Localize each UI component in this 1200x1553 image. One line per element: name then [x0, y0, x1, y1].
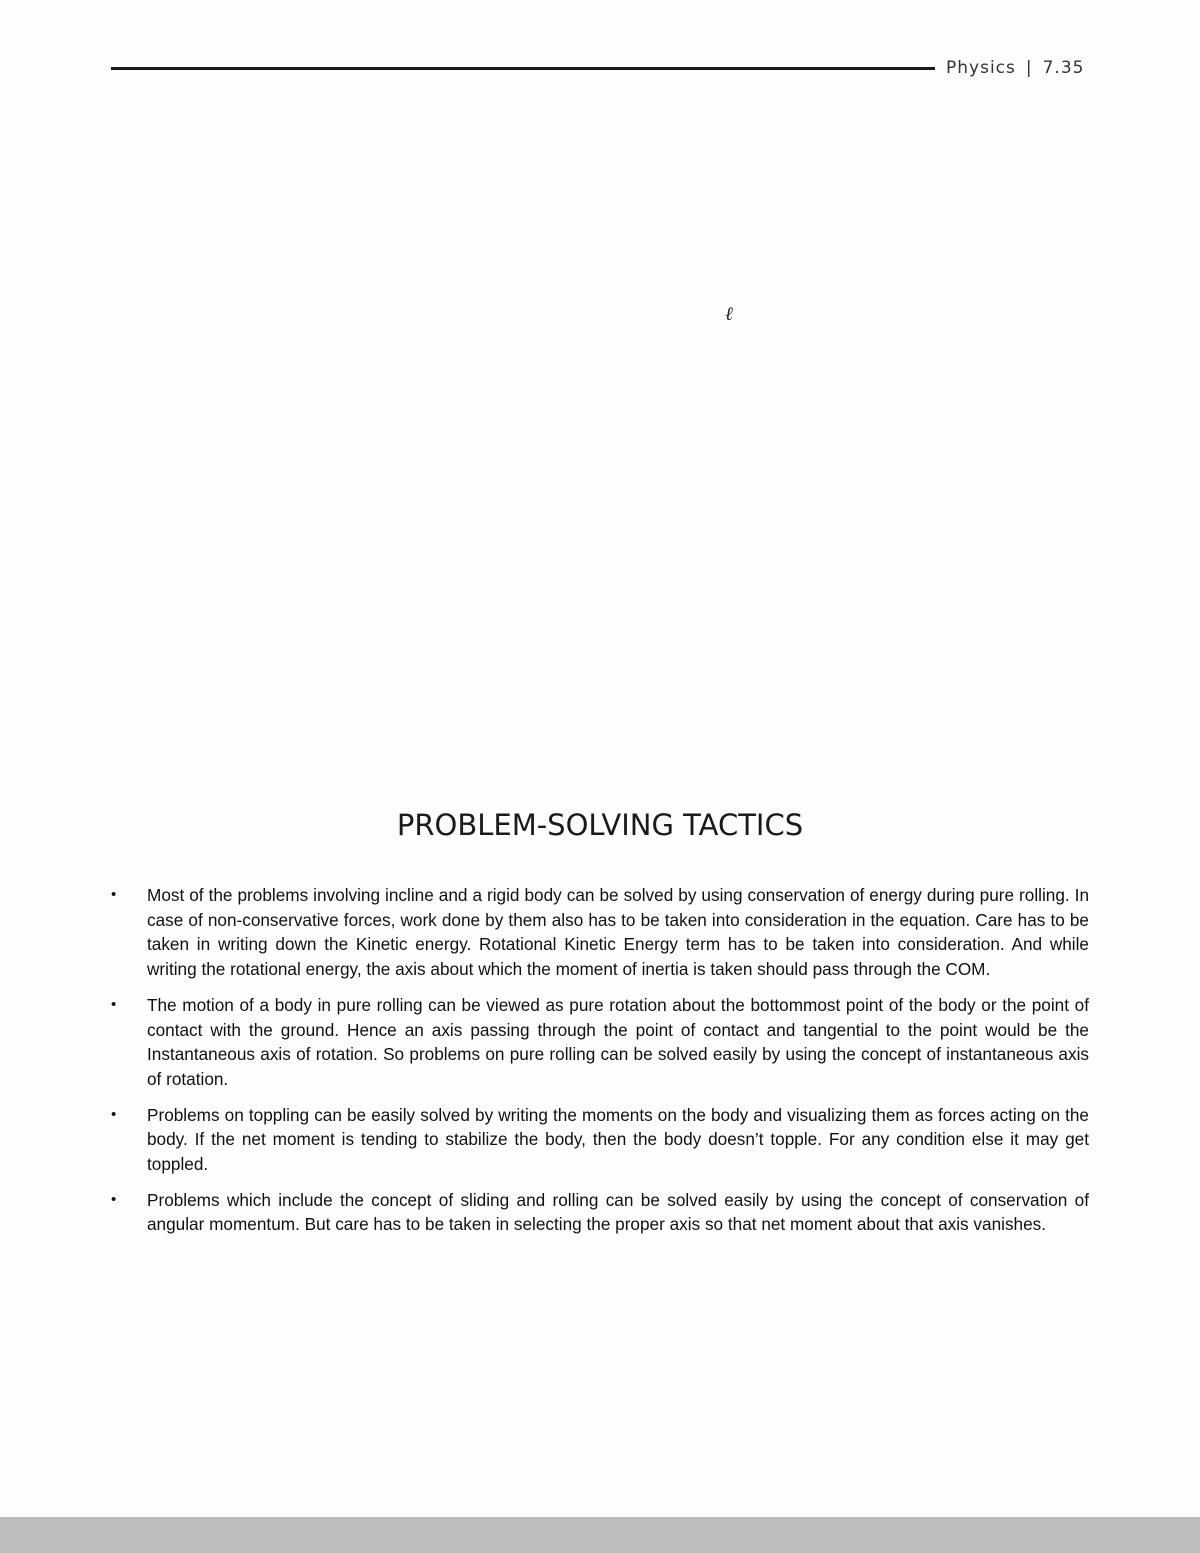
bullet-icon: • — [111, 1190, 117, 1208]
section-title: PROBLEM-SOLVING TACTICS — [396, 808, 804, 842]
list-item-text: Most of the problems involving incline and a rigid body can be solved by using conservation of energy during pure rolling. In case of non-conservative forces, work done by them also has to be taken into consideration in the equation. Care has to be taken in writing down the Kinetic energy. Rotational Kinetic Energy term has to be taken into consideration. And while writing the rotational energy, the axis about which the moment of inertia is taken should pass through the COM. — [147, 885, 1089, 980]
tactics-list — [111, 883, 1089, 1248]
bullet-icon: • — [111, 1105, 117, 1123]
stray-ell-symbol: ℓ — [725, 303, 733, 325]
list-item-text: Problems which include the concept of sliding and rolling can be solved easily by using the concept of conservation of angular momentum. But care has to be taken in selecting the proper axis so that net moment about that axis vanishes. — [147, 1189, 1089, 1235]
list-item — [111, 993, 1089, 1092]
list-item-text: The motion of a body in pure rolling can be viewed as pure rotation about the bottommost point of the body or the point of contact with the ground. Hence an axis passing through the point of contact and tangential to the point would be the Instantaneous axis of rotation. So problems on pure rolling can be solved easily by using the concept of instantaneous axis of rotation. — [147, 994, 1089, 1089]
list-item — [111, 1103, 1089, 1177]
header-separator: | — [1025, 58, 1033, 78]
header-rule — [111, 67, 935, 70]
page-number: 7.35 — [1042, 58, 1085, 78]
list-item-text: Problems on toppling can be easily solved by writing the moments on the body and visualizing them as forces acting on the body. If the net moment is tending to stabilize the body, then the body doesn’t topple. For any condition else it may get toppled. — [147, 1104, 1089, 1175]
list-item — [111, 883, 1089, 982]
header-subject: Physics — [946, 58, 1016, 78]
bullet-icon: • — [111, 886, 117, 903]
bullet-icon: • — [111, 995, 117, 1013]
footer-band — [0, 1517, 1200, 1553]
running-header — [946, 58, 1084, 78]
list-item — [111, 1188, 1089, 1237]
